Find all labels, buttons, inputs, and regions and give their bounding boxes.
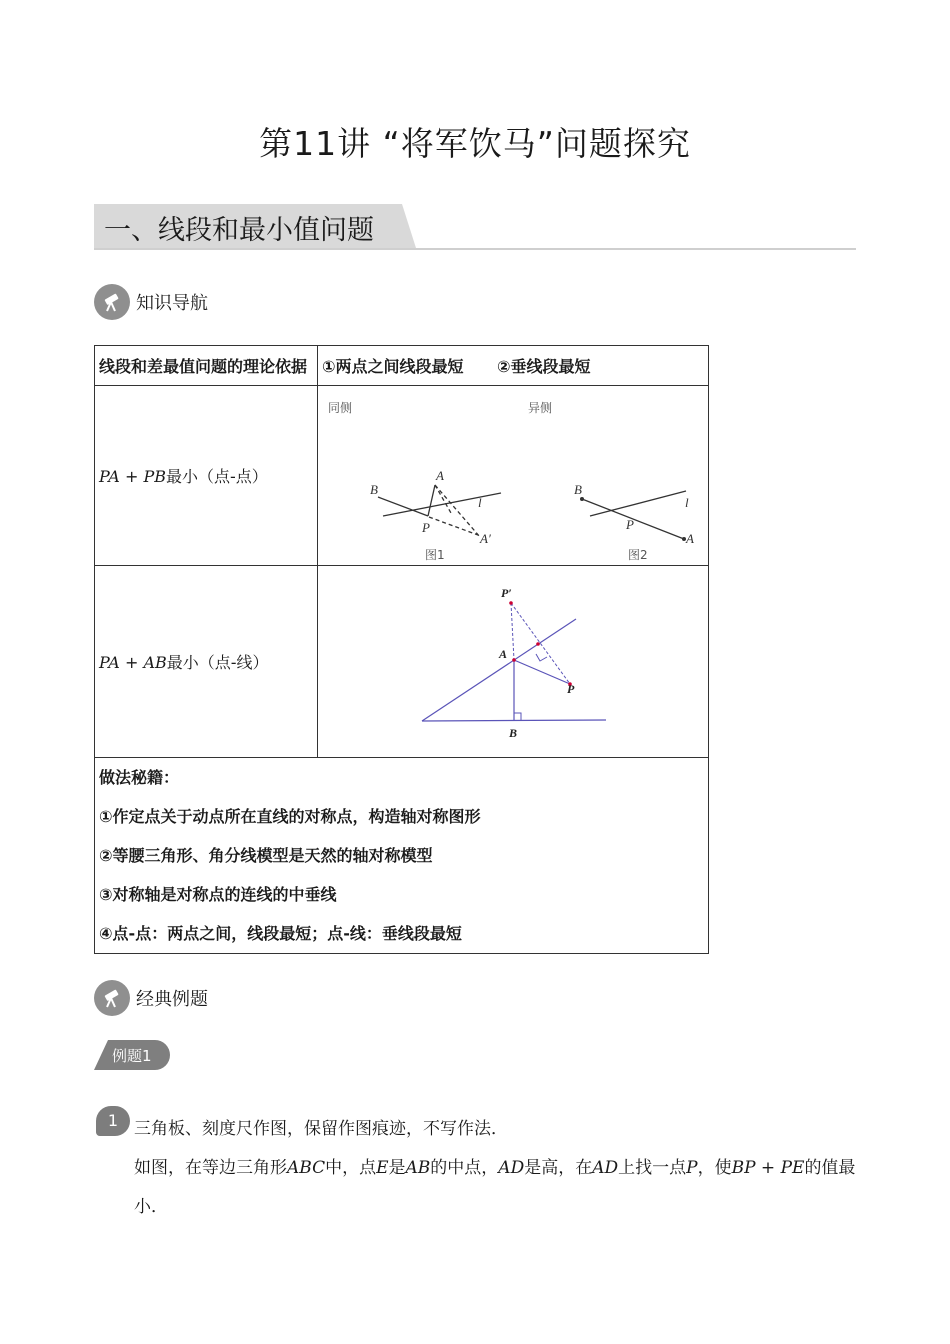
fig3-label-A: A: [499, 646, 508, 661]
table-row: [95, 386, 709, 566]
fig3-label-P: P: [567, 681, 575, 696]
fig3-label-P1: P′: [501, 585, 512, 600]
fig-same-side-opposite-side: [318, 387, 708, 565]
fig1-label-l: l: [478, 494, 482, 510]
examples-nav-heading: [94, 980, 208, 1016]
fig1-caption: 图1: [425, 547, 445, 562]
fig1-line-l: [383, 493, 501, 516]
fig1-label-P: P: [422, 519, 430, 535]
tips-item-1: ①作定点关于动点所在直线的对称点，构造轴对称图形: [99, 807, 481, 826]
fig1-heading: 同侧: [328, 400, 353, 415]
tips-item-3: ③对称轴是对称点的连线的中垂线: [99, 885, 337, 904]
telescope-icon: [94, 980, 130, 1016]
knowledge-nav-label: 知识导航: [136, 293, 208, 314]
fig-point-line: [318, 567, 708, 757]
example-badge-label: 例题1: [112, 1047, 152, 1065]
fig1-p-a2: [429, 517, 478, 535]
fig2-heading: 异侧: [528, 400, 553, 415]
fig1-label-B: B: [370, 481, 378, 497]
telescope-icon: [94, 284, 130, 320]
row1-figures: [318, 386, 709, 566]
fig3-label-B: B: [509, 725, 518, 740]
question-line-1: 三角板、刻度尺作图，保留作图痕迹，不写作法．: [134, 1119, 508, 1139]
fig2-label-l: l: [685, 494, 689, 510]
row2-expression: PA + AB最小（点-线）: [95, 566, 318, 758]
question-number-badge: 1: [96, 1106, 130, 1136]
fig3-base-line: [422, 720, 606, 721]
fig3-slant-line: [422, 619, 576, 721]
fig2-line-l: [590, 491, 686, 516]
table-row: [95, 758, 709, 954]
fig1-label-A: A: [436, 467, 444, 483]
fig1-label-A2: A′: [480, 530, 491, 546]
knowledge-table: [94, 345, 709, 954]
table-header-right: ①两点之间线段最短 ②垂线段最短: [318, 346, 709, 386]
fig2-label-B: B: [574, 481, 582, 497]
tips-heading: 做法秘籍：: [99, 768, 180, 787]
tips-item-4: ④点-点：两点之间，线段最短；点-线：垂线段最短: [99, 924, 462, 943]
tips-cell: [95, 758, 709, 954]
question-line-2: 如图，在等边三角形ABC中，点E是AB的中点，AD是高，在AD上找一点P，使BP + PE的值最: [134, 1158, 856, 1178]
fig1-a-a2: [435, 485, 451, 513]
table-row: [95, 566, 709, 758]
row2-figure: [318, 566, 709, 758]
table-header-left: 线段和差最值问题的理论依据: [95, 346, 318, 386]
fig1-pa: [428, 485, 435, 516]
fig2-label-A: A: [686, 530, 694, 546]
row1-expression: PA + PB最小（点-点）: [95, 386, 318, 566]
fig3-p1-a: [511, 603, 514, 660]
fig2-caption: 图2: [628, 547, 648, 562]
section-title: 一、线段和最小值问题: [104, 215, 374, 246]
example-badge: [94, 1040, 170, 1070]
table-row: [95, 346, 709, 386]
examples-nav-label: 经典例题: [136, 989, 208, 1010]
fig1-pb: [378, 497, 428, 516]
question-line-3: 小．: [134, 1197, 168, 1217]
tips-item-2: ②等腰三角形、角分线模型是天然的轴对称模型: [99, 846, 433, 865]
knowledge-nav-heading: [94, 284, 208, 320]
page-title: 第11讲 “将军饮马”问题探究: [259, 124, 691, 163]
fig2-label-P: P: [626, 516, 634, 532]
